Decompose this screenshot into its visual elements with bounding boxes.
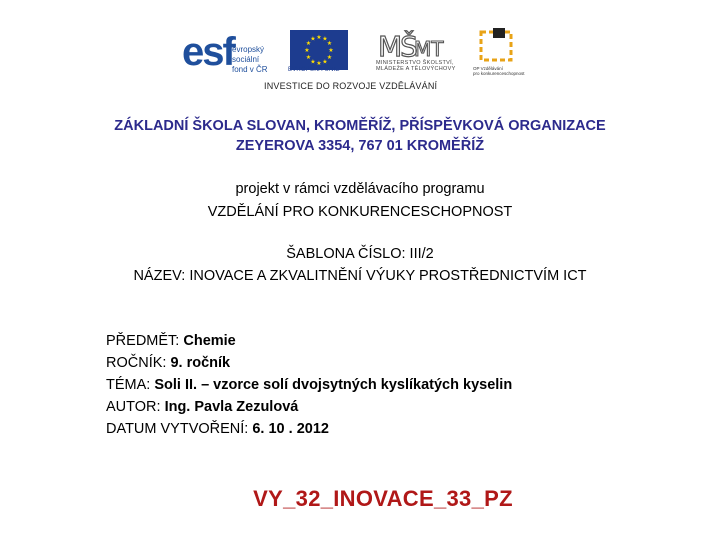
msmt-caption xyxy=(376,60,456,72)
svg-text:★: ★ xyxy=(322,58,328,66)
template-name: NÁZEV: INOVACE A ZKVALITNĚNÍ VÝUKY PROSTŘEDNICTVÍM ICT xyxy=(133,268,587,284)
date-label: DATUM VYTVOŘENÍ: xyxy=(106,421,249,437)
svg-text:★: ★ xyxy=(328,47,334,54)
msmt-mark-icon xyxy=(376,26,458,60)
topic-label: TÉMA: xyxy=(106,377,151,393)
svg-text:★: ★ xyxy=(316,34,322,41)
subject-label: PŘEDMĚT: xyxy=(106,333,180,349)
school-address: ZEYEROVA 3354, 767 01 KROMĚŘÍŽ xyxy=(235,138,485,154)
op-caption-2: pro konkurenceschopnost xyxy=(473,71,525,76)
svg-text:★: ★ xyxy=(322,35,328,43)
svg-text:★: ★ xyxy=(310,35,316,43)
svg-text:MT: MT xyxy=(414,37,444,60)
svg-text:★: ★ xyxy=(326,40,333,47)
esf-logo xyxy=(182,30,282,74)
svg-text:★: ★ xyxy=(304,47,310,54)
svg-text:★: ★ xyxy=(326,54,333,61)
project-line-2: VZDĚLÁNÍ PRO KONKURENCESCHOPNOST xyxy=(207,204,513,220)
msmt-caption-2: MLÁDEŽE A TĚLOVÝCHOVY xyxy=(376,66,456,72)
svg-text:★: ★ xyxy=(305,40,312,47)
topic-row xyxy=(106,377,512,393)
esf-mark: esf xyxy=(182,30,234,74)
subject-row xyxy=(106,333,236,349)
topic-value: Soli II. – vzorce solí dvojsytných kyslíkatých kyselin xyxy=(154,377,513,393)
eu-stars-icon xyxy=(290,30,348,70)
material-code: VY_32_INOVACE_33_PZ xyxy=(253,486,513,511)
grade-label: ROČNÍK: xyxy=(106,355,167,371)
op-logo xyxy=(473,26,525,66)
esf-subtitle xyxy=(232,46,284,76)
subject-value: Chemie xyxy=(183,333,236,349)
esf-line-1: evropský xyxy=(232,45,265,54)
svg-text:MŠ: MŠ xyxy=(378,30,416,60)
date-row xyxy=(106,421,329,437)
grade-row xyxy=(106,355,230,371)
logo-strip xyxy=(180,26,530,96)
project-line-1: projekt v rámci vzdělávacího programu xyxy=(235,181,485,197)
esf-line-2: sociální xyxy=(232,55,260,64)
msmt-caption-1: MINISTERSTVO ŠKOLSTVÍ, xyxy=(376,60,454,66)
svg-text:★: ★ xyxy=(305,54,312,61)
eu-caption: EVROPSKÁ UNIE xyxy=(288,67,340,73)
template-number: ŠABLONA ČÍSLO: III/2 xyxy=(286,246,434,262)
author-value: Ing. Pavla Zezulová xyxy=(164,399,299,415)
op-mark-icon xyxy=(473,26,525,66)
author-row xyxy=(106,399,298,415)
eu-flag-icon xyxy=(290,30,348,70)
op-caption xyxy=(473,66,533,76)
date-value: 6. 10 . 2012 xyxy=(252,421,329,437)
esf-line-3: fond v ČR xyxy=(232,65,268,74)
school-name: ZÁKLADNÍ ŠKOLA SLOVAN, KROMĚŘÍŽ, PŘÍSPĚVKOVÁ ORGANIZACE xyxy=(114,118,606,134)
svg-text:★: ★ xyxy=(310,58,316,66)
author-label: AUTOR: xyxy=(106,399,161,415)
investment-banner: INVESTICE DO ROZVOJE VZDĚLÁVÁNÍ xyxy=(264,81,438,91)
grade-value: 9. ročník xyxy=(170,355,231,371)
svg-text:★: ★ xyxy=(316,60,322,67)
op-caption-1: OP Vzdělávání xyxy=(473,66,503,71)
